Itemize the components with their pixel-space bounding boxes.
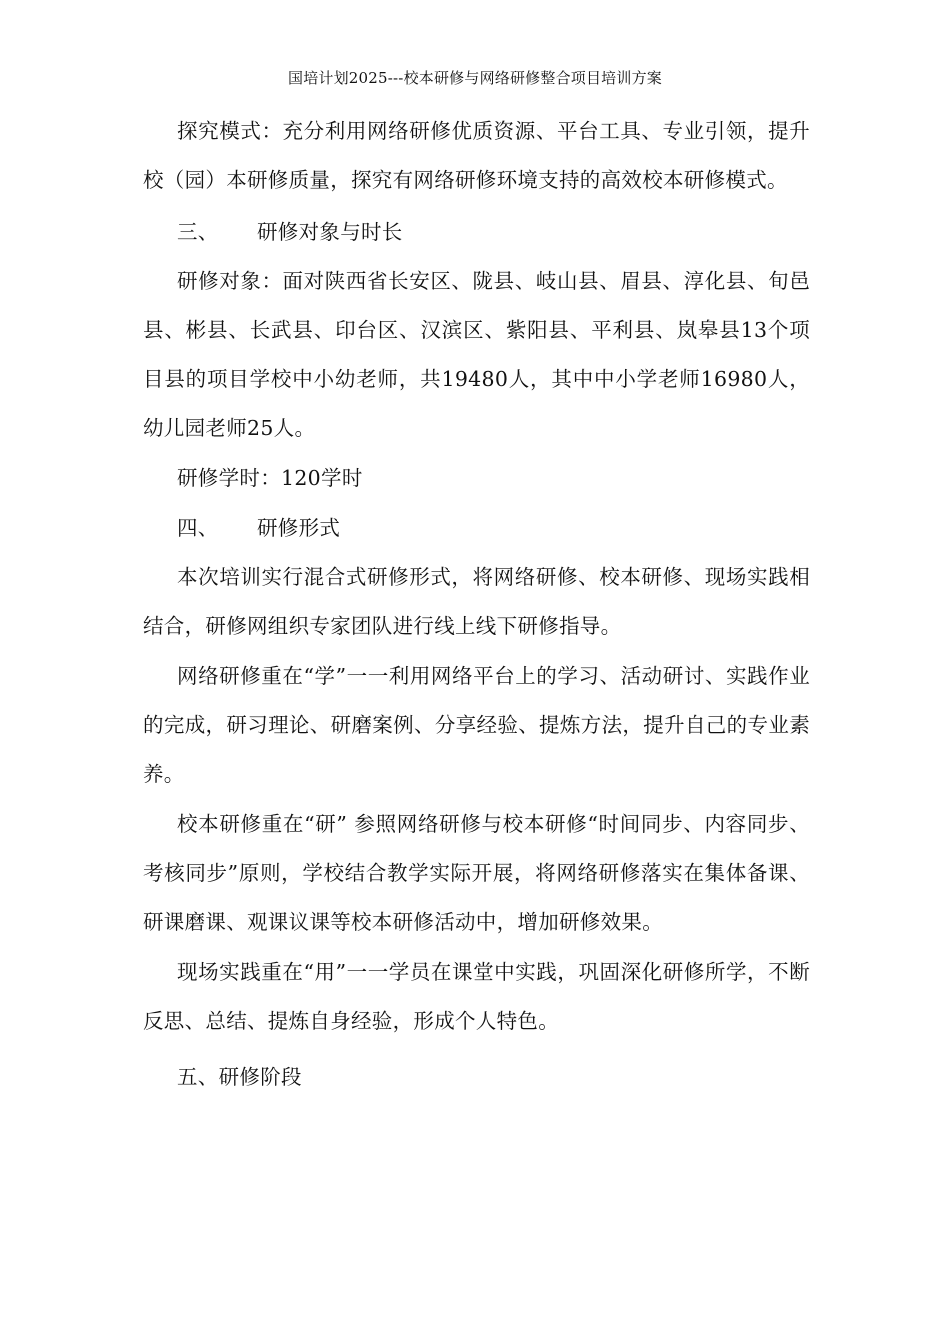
section-heading-5: 五、研修阶段 (177, 1065, 302, 1089)
section-heading-4 (143, 504, 810, 553)
section-title: 研修形式 (257, 516, 341, 540)
section-heading-3 (143, 208, 810, 257)
section-number: 四、 (177, 516, 219, 540)
paragraph-inquiry-mode: 探究模式：充分利用网络研修优质资源、平台工具、专业引领，提升校（园）本研修质量，探究有网络研修环境支持的高效校本研修模式。 (143, 119, 810, 192)
paragraph-online: 网络研修重在“学”一一利用网络平台上的学习、活动研讨、实践作业的完成，研习理论、研磨案例、分享经验、提炼方法，提升自己的专业素养。 (143, 664, 810, 786)
page-header: 国培计划2025---校本研修与网络研修整合项目培训方案 (288, 69, 662, 87)
paragraph-form: 本次培训实行混合式研修形式，将网络研修、校本研修、现场实践相结合，研修网组织专家团队进行线上线下研修指导。 (143, 565, 810, 638)
section-title: 研修对象与时长 (257, 220, 403, 244)
document-body (143, 107, 810, 1102)
paragraph-practice: 现场实践重在“用”一一学员在课堂中实践，巩固深化研修所学，不断反思、总结、提炼自身经验，形成个人特色。 (143, 960, 810, 1033)
section-number: 三、 (177, 220, 219, 244)
paragraph-target: 研修对象：面对陕西省长安区、陇县、岐山县、眉县、淳化县、旬邑县、彬县、长武县、印台区、汉滨区、紫阳县、平利县、岚皋县13个项目县的项目学校中小幼老师，共19480人，其中中小学老师16980人，幼儿园老师25人。 (143, 269, 810, 440)
paragraph-hours: 研修学时：120学时 (177, 466, 363, 490)
paragraph-school: 校本研修重在“研” 参照网络研修与校本研修“时间同步、内容同步、考核同步”原则，学校结合教学实际开展，将网络研修落实在集体备课、研课磨课、观课议课等校本研修活动中，增加研修效果。 (143, 812, 810, 934)
